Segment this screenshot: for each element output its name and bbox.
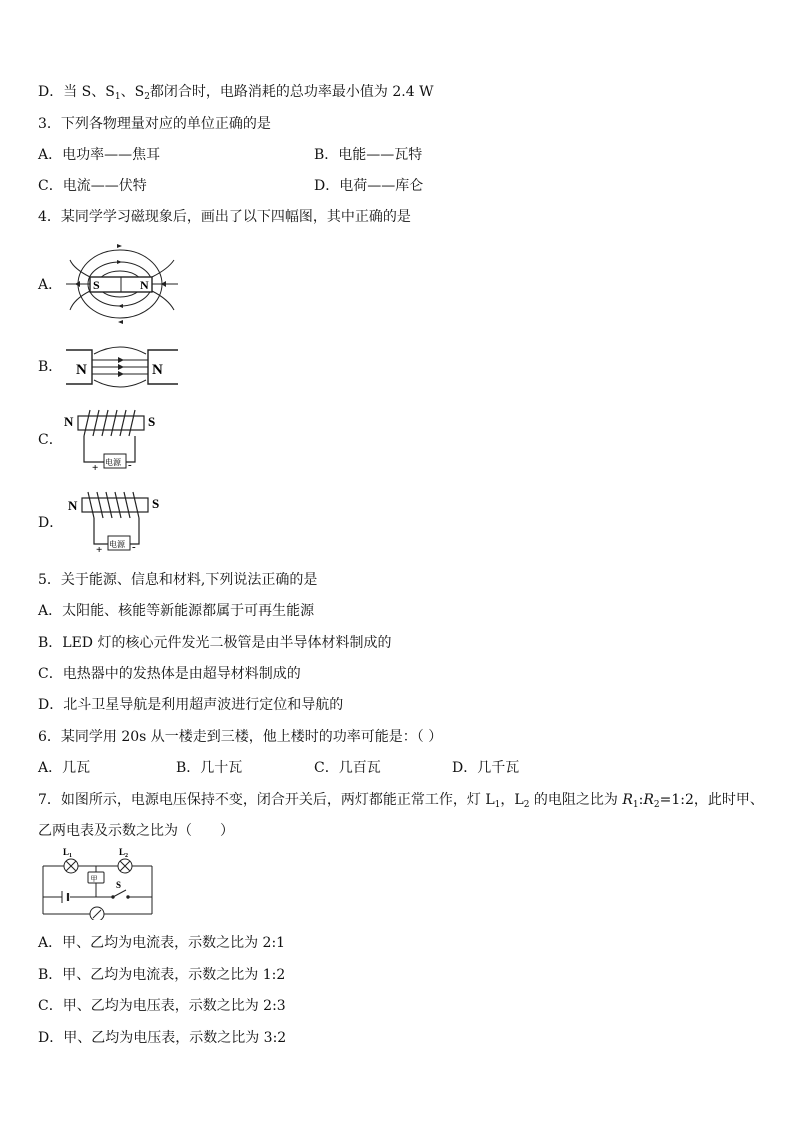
q3-stem: 3．下列各物理量对应的单位正确的是 [38, 116, 271, 132]
q4-option-c-label: C． [38, 432, 63, 448]
q4-fig-a-left-pole: S [93, 278, 100, 292]
q4-fig-c-source: 电源 [105, 458, 121, 467]
q4-figure-b-like-poles [66, 342, 178, 392]
q4-figure-a-bar-magnet [66, 244, 178, 326]
q7-option-c: C．甲、乙均为电压表，示数之比为 2:3 [38, 998, 286, 1014]
q7-stem-sub1: 1 [494, 800, 501, 810]
q4-fig-d-source: 电源 [109, 540, 125, 549]
q2-option-d-mid: 、S [120, 84, 145, 100]
q4-option-a-label: A． [38, 277, 63, 293]
q5-option-c: C．电热器中的发热体是由超导材料制成的 [38, 666, 301, 682]
q5-option-b: B．LED 灯的核心元件发光二极管是由半导体材料制成的 [38, 635, 392, 651]
q4-fig-b-right-pole: N [152, 362, 163, 378]
q7-fig-meter-jia: 甲 [90, 875, 98, 883]
q7-stem-r1: R [622, 792, 633, 808]
q7-option-a: A．甲、乙均为电流表，示数之比为 2:1 [38, 935, 286, 951]
q6-option-b: B．几十瓦 [176, 760, 243, 776]
q4-fig-d-left-pole: N [68, 498, 78, 513]
q7-fig-l1 [63, 847, 72, 859]
q7-stem-line2: 乙两电表及示数之比为（ ） [38, 823, 234, 839]
q2-option-d-sub1: 1 [114, 92, 121, 102]
q7-fig-l1-letter: L [63, 847, 70, 857]
q7-stem-c: 的电阻之比为 [529, 792, 623, 808]
q4-figure-d-solenoid [66, 488, 170, 554]
q7-stem-sub2: 2 [523, 800, 530, 810]
q7-stem-r2: R [643, 792, 654, 808]
q2-option-d-tail: 都闭合时，电路消耗的总功率最小值为 2.4 W [149, 84, 434, 100]
q4-fig-d-plus: + [96, 544, 103, 554]
q7-fig-l2 [119, 847, 128, 859]
q5-stem: 5．关于能源、信息和材料,下列说法正确的是 [38, 572, 318, 588]
q6-stem: 6．某同学用 20s 从一楼走到三楼，他上楼时的功率可能是：（ ） [38, 729, 443, 745]
q2-option-d-text: D．当 S、S [38, 84, 115, 100]
q4-fig-c-left-pole: N [64, 414, 74, 429]
q3-option-c: C．电流——伏特 [38, 178, 147, 194]
q7-fig-l1-sub: 1 [69, 853, 73, 859]
q3-option-b: B．电能——瓦特 [314, 147, 423, 163]
q7-option-d: D．甲、乙均为电压表，示数之比为 3:2 [38, 1030, 287, 1046]
q6-option-a: A．几瓦 [38, 760, 91, 776]
q7-fig-switch-label: S [116, 880, 122, 890]
q7-fig-l2-letter: L [119, 847, 126, 857]
q5-option-a: A．太阳能、核能等新能源都属于可再生能源 [38, 603, 315, 619]
q2-option-d-sub2: 2 [144, 92, 150, 102]
q5-option-d: D．北斗卫星导航是利用超声波进行定位和导航的 [38, 697, 344, 713]
q4-fig-d-minus: - [132, 541, 136, 553]
q7-stem-r2-sub: 2 [653, 800, 660, 810]
q7-stem-line1 [38, 790, 764, 810]
q7-circuit-diagram [40, 844, 156, 920]
q4-option-d-label: D． [38, 515, 64, 531]
q7-option-b: B．甲、乙均为电流表，示数之比为 1:2 [38, 967, 286, 983]
q4-fig-d-right-pole: S [152, 496, 160, 511]
q6-option-c: C．几百瓦 [314, 760, 381, 776]
q7-fig-l2-sub: 2 [125, 853, 129, 859]
q7-stem-b: ，L [500, 792, 524, 808]
q7-stem-r1-sub: 1 [632, 800, 639, 810]
q3-option-d: D．电荷——库仑 [314, 178, 424, 194]
q7-stem-a: 7．如图所示，电源电压保持不变，闭合开关后，两灯都能正常工作，灯 L [38, 792, 495, 808]
q4-fig-c-plus: + [92, 462, 99, 472]
q4-option-b-label: B． [38, 359, 63, 375]
q4-fig-c-minus: - [128, 459, 132, 471]
q2-option-d [38, 82, 433, 102]
q4-fig-b-left-pole: N [76, 362, 87, 378]
q4-stem: 4．某同学学习磁现象后，画出了以下四幅图，其中正确的是 [38, 209, 411, 225]
q4-fig-c-right-pole: S [148, 414, 156, 429]
q6-option-d: D．几千瓦 [452, 760, 520, 776]
q3-option-a: A．电功率——焦耳 [38, 147, 161, 163]
q4-figure-c-solenoid [62, 406, 166, 472]
q7-stem-d: =1:2，此时甲、 [659, 792, 764, 808]
q4-fig-a-right-pole: N [140, 278, 149, 292]
q7-stem-colon: : [638, 792, 644, 808]
